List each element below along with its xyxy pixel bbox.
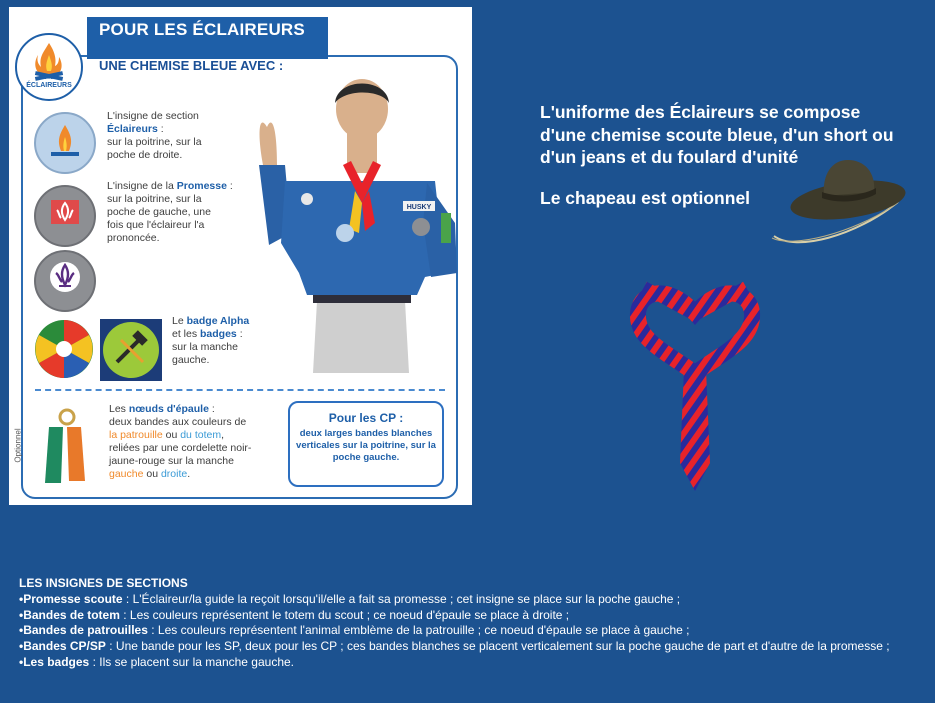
insignia-item: •Bandes CP/SP : Une bande pour les SP, deux pour les CP ; ces bandes blanches se placent verticalement sur la poche gauche de part et d'autre de la promesse ; bbox=[19, 639, 890, 654]
insignia-item: •Bandes de totem : Les couleurs représentent le totem du scout ; ce noeud d'épaule se place à droite ; bbox=[19, 607, 570, 622]
campfire-icon bbox=[17, 35, 81, 99]
uniform-description: L'uniforme des Éclaireurs se compose d'une chemise scoute bleue, d'un short ou d'un jeans et du foulard d'unité bbox=[540, 102, 894, 167]
optional-label: Optionnel bbox=[13, 428, 23, 463]
scout-hat-icon bbox=[766, 156, 908, 248]
promise-badge-icon bbox=[33, 184, 97, 248]
insignia-item: •Les badges : Ils se placent sur la manche gauche. bbox=[19, 654, 295, 669]
cp-title: Pour les CP : bbox=[328, 411, 404, 425]
cp-text: deux larges bandes blanches verticales sur la poitrine, sur la poche gauche. bbox=[296, 428, 436, 463]
shoulder-knot-icon bbox=[37, 407, 97, 485]
section-badge-text: L'insigne de section Éclaireurs : sur la poitrine, sur la poche de droite. bbox=[107, 110, 202, 161]
section-insignia-info bbox=[19, 576, 919, 671]
shoulder-knots-text: Les nœuds d'épaule : deux bandes aux couleurs de la patrouille ou du totem, reliées par une cordelette noir- jaune-rouge sur la manche gauche ou droite. bbox=[109, 403, 252, 480]
tools-badge-icon bbox=[99, 318, 163, 382]
alpha-badge-icon bbox=[33, 318, 95, 380]
scouts-logo bbox=[15, 33, 83, 101]
scout-lily-badge-icon bbox=[33, 249, 97, 313]
insignia-heading: LES INSIGNES DE SECTIONS bbox=[19, 576, 188, 590]
section-badge-icon bbox=[33, 111, 97, 175]
hat-optional-text: Le chapeau est optionnel bbox=[540, 188, 751, 208]
insignia-item: •Bandes de patrouilles : Les couleurs représentent l'animal emblème de la patrouille ; ce noeud d'épaule se place à gauche ; bbox=[19, 623, 690, 638]
cp-info-box bbox=[288, 401, 444, 487]
unit-scarf-icon bbox=[624, 273, 766, 495]
alpha-badge-text: Le badge Alpha et les badges : sur la manche gauche. bbox=[172, 315, 250, 366]
poster-title: POUR LES ÉCLAIREURS bbox=[99, 20, 305, 39]
scout-figure-illustration bbox=[255, 73, 465, 383]
promise-badge-text: L'insigne de la Promesse : sur la poitrine, sur la poche de gauche, une fois que l'éclaireur l'a prononcée. bbox=[107, 180, 233, 244]
husky-name-tag: HUSKY bbox=[406, 204, 432, 211]
dashed-separator bbox=[35, 389, 445, 391]
logo-text-top: Scouts bbox=[39, 75, 59, 81]
uniform-poster bbox=[9, 7, 472, 505]
insignia-item: •Promesse scoute : L'Éclaireur/la guide la reçoit lorsqu'il/elle a fait sa promesse ; cet insigne se place sur la poche gauche ; bbox=[19, 591, 681, 606]
poster-subtitle: UNE CHEMISE BLEUE AVEC : bbox=[99, 58, 284, 73]
logo-text-bottom: ÉCLAIREURS bbox=[26, 82, 72, 89]
